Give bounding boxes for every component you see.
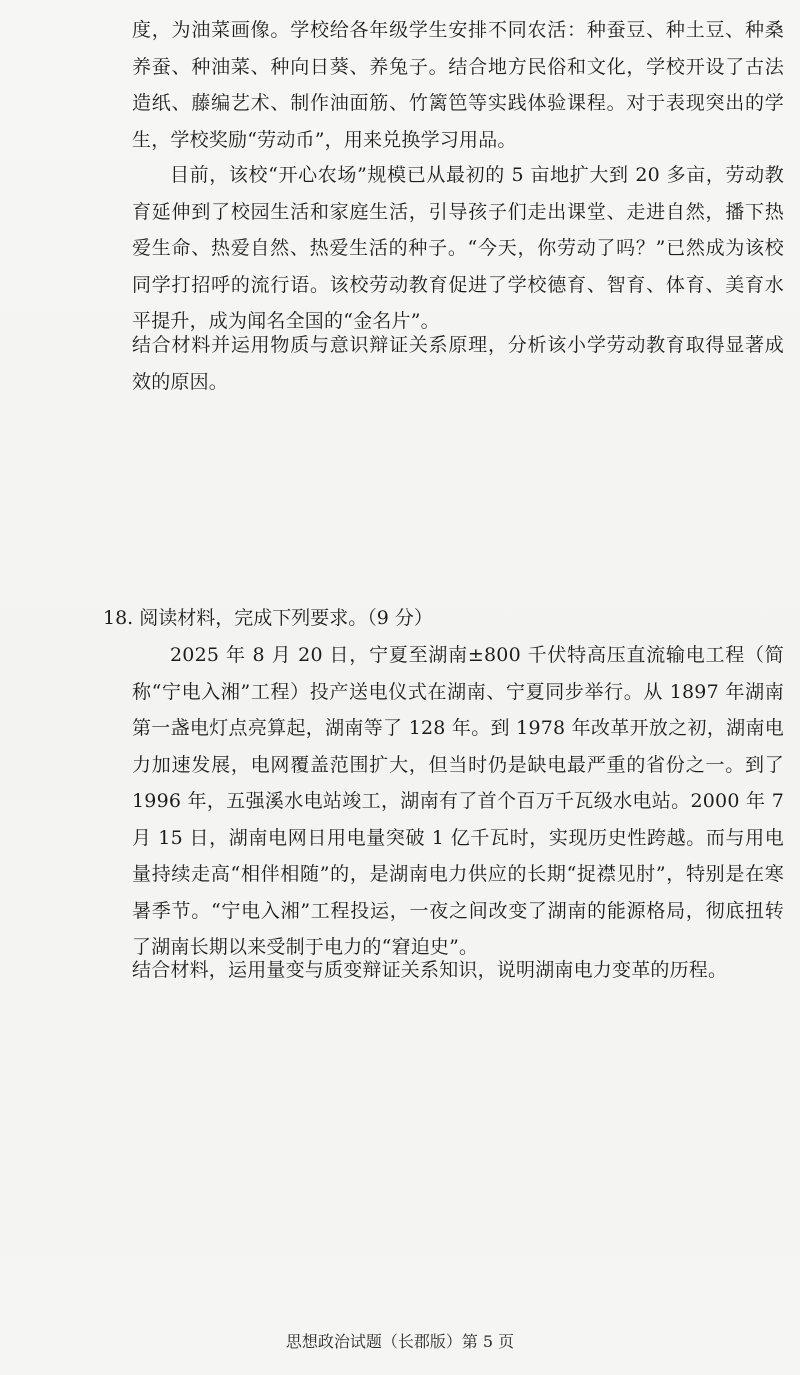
page-footer: 思想政治试题（长郡版）第 5 页 xyxy=(285,1332,515,1351)
q17-material-paragraph-1 xyxy=(132,12,784,158)
q17-paragraph-2-text: 目前，该校“开心农场”规模已从最初的 5 亩地扩大到 20 多亩，劳动教育延伸到了校园生活和家庭生活，引导孩子们走出课堂、走进自然，播下热爱生命、热爱自然、热爱生活的种子。“今天，你劳动了吗？”已然成为该校同学打招呼的流行语。该校劳动教育促进了学校德育、智育、体育、美育水平提升，成为闻名全国的“金名片”。 xyxy=(132,164,784,332)
q18-task-text: 结合材料，运用量变与质变辩证关系知识，说明湖南电力变革的历程。 xyxy=(132,959,728,981)
q17-material-paragraph-2 xyxy=(132,157,784,340)
q18-material-text: 2025 年 8 月 20 日，宁夏至湖南±800 千伏特高压直流输电工程（简称“宁电入湘”工程）投产送电仪式在湖南、宁夏同步举行。从 1897 年湖南第一盏电灯点亮算起，湖南等了 128 年。到 1978 年改革开放之初，湖南电力加速发展，电网覆盖范围扩大，但当时仍是缺电最严重的省份之一。到了 1996 年，五强溪水电站竣工，湖南有了首个百万千瓦级水电站。2000 年 7 月 15 日，湖南电网日用电量突破 1 亿千瓦时，实现历史性跨越。而与用电量持续走高“相伴相随”的，是湖南电力供应的长期“捉襟见肘”，特别是在寒暑季节。“宁电入湘”工程投运，一夜之间改变了湖南的能源格局，彻底扭转了湖南长期以来受制于电力的“窘迫史”。 xyxy=(132,644,784,958)
q17-paragraph-1-text: 度，为油菜画像。学校给各年级学生安排不同农活：种蚕豆、种土豆、种桑养蚕、种油菜、种向日葵、养兔子。结合地方民俗和文化，学校开设了古法造纸、藤编艺术、制作油面筋、竹篱笆等实践体验课程。对于表现突出的学生，学校奖励“劳动币”，用来兑换学习用品。 xyxy=(132,19,784,151)
q17-task-text: 结合材料并运用物质与意识辩证关系原理，分析该小学劳动教育取得显著成效的原因。 xyxy=(132,334,784,393)
q17-task xyxy=(132,327,784,400)
q18-material xyxy=(132,637,784,966)
q18-header: 18. 阅读材料，完成下列要求。（9 分） xyxy=(103,607,433,629)
q18-task xyxy=(132,952,784,989)
